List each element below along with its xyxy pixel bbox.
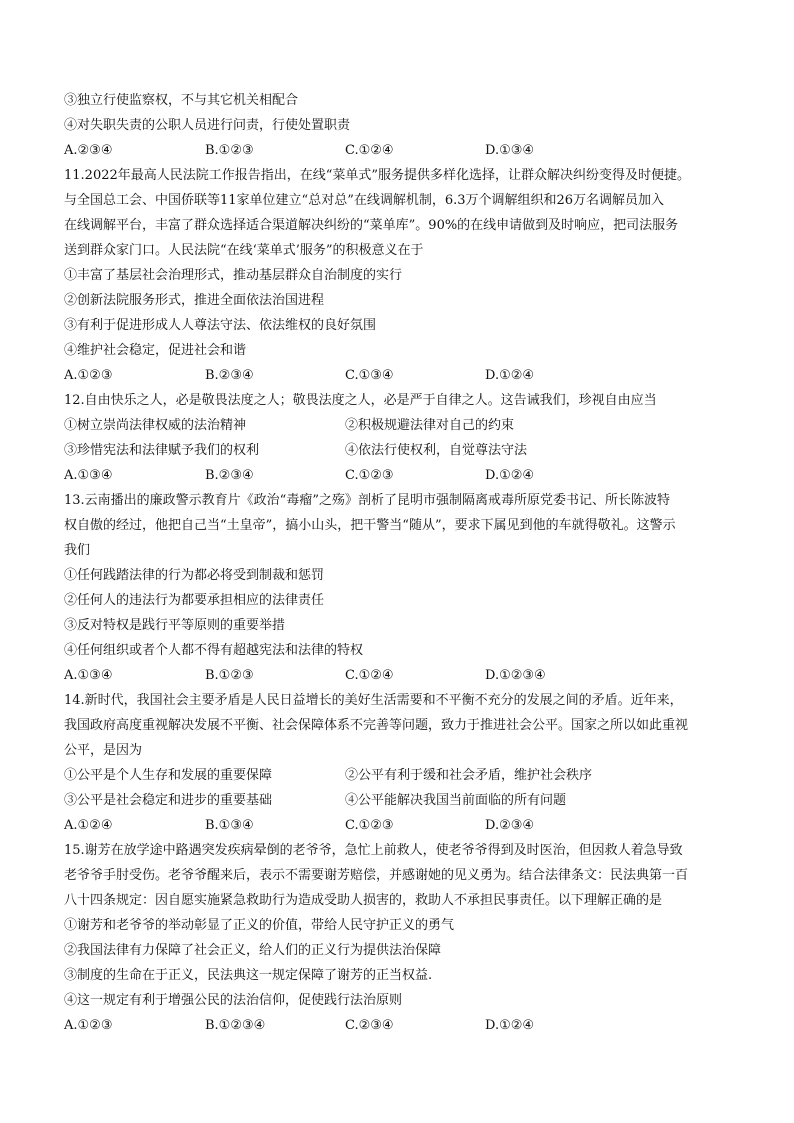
option-d: D.①②③④ [485, 668, 546, 683]
q11-item-4: ④维护社会稳定，促进社会和谐 [64, 343, 247, 358]
q14-stem-line: 我国政府高度重视解决发展不平衡、社会保障体系不完善等问题，致力于推进社会公平。国家之所以如此重视 [64, 718, 689, 733]
q13-item-4: ④任何组织或者个人都不得有超越宪法和法律的特权 [64, 643, 364, 658]
q14-item-2: ②公平有利于缓和社会矛盾，维护社会秩序 [345, 768, 593, 783]
q12-item-1: ①树立崇尚法律权威的法治精神 [64, 418, 247, 433]
q15-item-1: ①谢芳和老爷爷的举动彰显了正义的价值，带给人民守护正义的勇气 [64, 918, 455, 933]
option-d: D.①②④ [485, 1018, 535, 1033]
q12-stem-line: 12.自由快乐之人，必是敬畏法度之人；敬畏法度之人，必是严于自律之人。这告诫我们，珍视自由应当 [64, 393, 657, 408]
q14-item-1: ①公平是个人生存和发展的重要保障 [64, 768, 273, 783]
q13-item-2: ②任何人的违法行为都要承担相应的法律责任 [64, 593, 325, 608]
q13-item-3: ③反对特权是践行平等原则的重要举措 [64, 618, 286, 633]
q15-item-2: ②我国法律有力保障了社会正义，给人们的正义行为提供法治保障 [64, 943, 442, 958]
option-b: B.②③④ [205, 368, 254, 383]
q13-stem-line: 我们 [64, 543, 91, 558]
option-a: A.①③④ [64, 668, 113, 683]
option-b: B.①②③④ [205, 1018, 266, 1033]
option-b: B.①②③ [205, 143, 254, 158]
q14-item-3: ③公平是社会稳定和进步的重要基础 [64, 793, 273, 808]
q14-item-4: ④公平能解决我国当前面临的所有问题 [345, 793, 567, 808]
q14-stem-line: 14.新时代，我国社会主要矛盾是人民日益增长的美好生活需要和不平衡不充分的发展之间的矛盾。近年来， [64, 693, 683, 708]
option-c: C.①③④ [345, 368, 394, 383]
option-d: D.①②④ [485, 468, 535, 483]
option-d: D.①②④ [485, 368, 535, 383]
option-d: D.①③④ [485, 143, 535, 158]
q11-item-1: ①丰富了基层社会治理形式，推动基层群众自治制度的实行 [64, 268, 403, 283]
q15-stem-line: 老爷爷手肘受伤。老爷爷醒来后，表示不需要谢芳赔偿，并感谢她的见义勇为。结合法律条文：民法典第一百 [64, 868, 689, 883]
q11-item-3: ③有利于促进形成人人尊法守法、依法维权的良好氛围 [64, 318, 377, 333]
option-c: C.①②④ [345, 668, 394, 683]
q13-item-1: ①任何践踏法律的行为都必将受到制裁和惩罚 [64, 568, 325, 583]
option-b: B.①②③ [205, 668, 254, 683]
option-a: A.①②④ [64, 818, 113, 833]
option-c: C.①②③ [345, 468, 394, 483]
q11-item-2: ②创新法院服务形式，推进全面依法治国进程 [64, 293, 325, 308]
q11-stem-line: 在线调解平台，丰富了群众选择适合渠道解决纠纷的“菜单库”。90%的在线申请做到及时响应，把司法服务 [64, 218, 679, 233]
q15-stem-line: 15.谢芳在放学途中路遇突发疾病晕倒的老爷爷，急忙上前救人，使老爷爷得到及时医治，但因救人着急导致 [64, 843, 683, 858]
q13-stem-line: 13.云南播出的廉政警示教育片《政治“毒瘤”之殇》剖析了昆明市强制隔离戒毒所原党委书记、所长陈波特 [64, 493, 670, 508]
prev-item-3: ③独立行使监察权，不与其它机关相配合 [64, 93, 299, 108]
option-c: C.①②③ [345, 818, 394, 833]
q11-stem-line: 送到群众家门口。人民法院“在线‘菜单式’服务”的积极意义在于 [64, 243, 424, 258]
q15-stem-line: 八十四条规定：因自愿实施紧急救助行为造成受助人损害的，救助人不承担民事责任。以下理解正确的是 [64, 893, 663, 908]
q12-item-4: ④依法行使权利，自觉尊法守法 [345, 443, 528, 458]
option-a: A.①②③ [64, 1018, 113, 1033]
option-a: A.①②③ [64, 368, 113, 383]
q13-stem-line: 权自傲的经过，他把自己当“土皇帝”，搞小山头，把干警当“随从”，要求下属见到他的车就得敬礼。这警示 [64, 518, 676, 533]
option-c: C.①②④ [345, 143, 394, 158]
q12-item-2: ②积极规避法律对自己的约束 [345, 418, 515, 433]
q14-stem-line: 公平，是因为 [64, 743, 143, 758]
q15-item-3: ③制度的生命在于正义，民法典这一规定保障了谢芳的正当权益. [64, 968, 433, 983]
option-a: A.②③④ [64, 143, 113, 158]
prev-item-4: ④对失职失责的公职人员进行问责，行使处置职责 [64, 118, 351, 133]
option-b: B.①③④ [205, 818, 254, 833]
option-c: C.②③④ [345, 1018, 394, 1033]
q11-stem-line: 与全国总工会、中国侨联等11家单位建立“总对总”在线调解机制，6.3万个调解组织和26万名调解员加入 [64, 193, 665, 208]
option-a: A.①③④ [64, 468, 113, 483]
option-b: B.②③④ [205, 468, 254, 483]
q11-stem-line: 11.2022年最高人民法院工作报告指出，在线“菜单式”服务提供多样化选择，让群众解决纠纷变得及时便捷。 [64, 168, 691, 183]
option-d: D.②③④ [485, 818, 535, 833]
q15-item-4: ④这一规定有利于增强公民的法治信仰，促使践行法治原则 [64, 993, 403, 1008]
q12-item-3: ③珍惜宪法和法律赋予我们的权利 [64, 443, 260, 458]
